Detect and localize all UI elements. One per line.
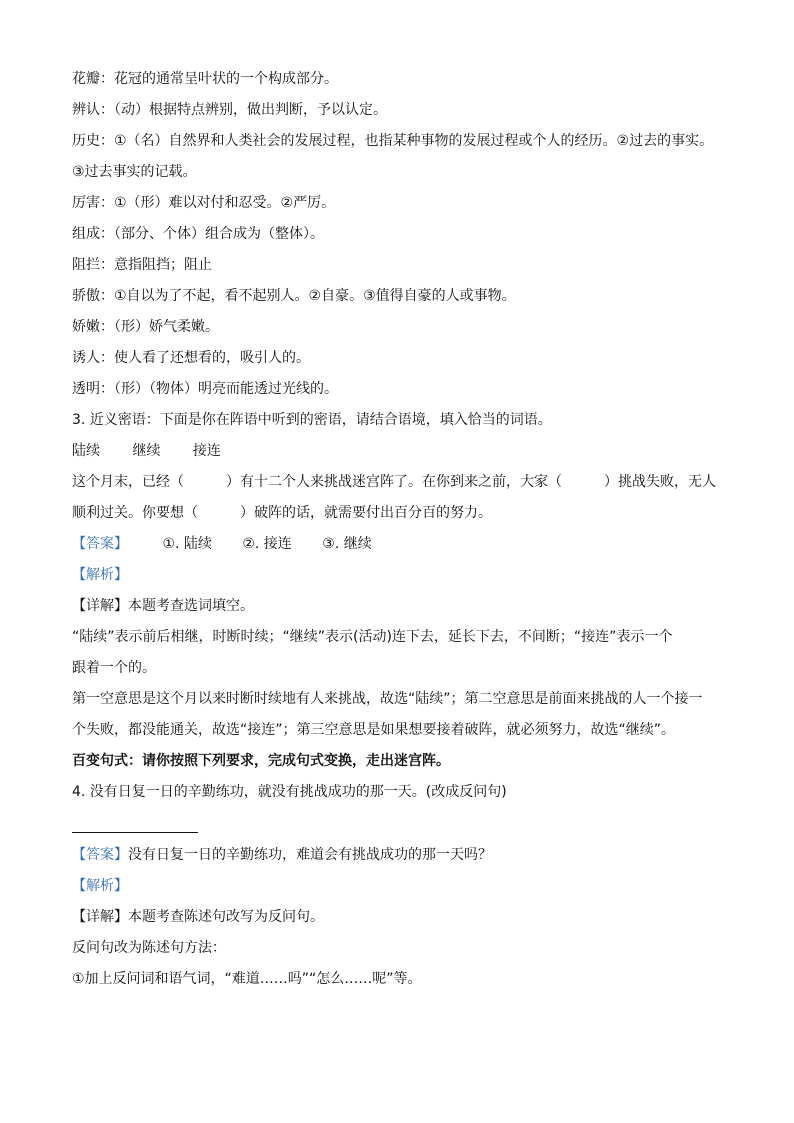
question-4-analysis	[72, 871, 726, 902]
analysis-tag: 【解析】	[72, 567, 128, 583]
question-4-answer	[72, 840, 726, 871]
question-4-method-title: 反问句改为陈述句方法：	[72, 940, 226, 956]
question-3-detail	[72, 591, 726, 622]
definition-line: 历史：①（名）自然界和人类社会的发展过程，也指某种事物的发展过程或个人的经历。②过去的事实。	[72, 133, 714, 149]
question-3-analysis	[72, 560, 726, 591]
definition-line: 辨认：（动）根据特点辨别，做出判断，予以认定。	[72, 102, 387, 118]
detail-tag: 【详解】	[72, 909, 128, 925]
definition-line: ③过去事实的记载。	[72, 164, 197, 180]
definition-line: 阻拦：意指阻挡；阻止	[72, 257, 212, 273]
definition-line: 透明：（形）（物体）明亮而能透过光线的。	[72, 381, 338, 397]
option-word: 接连	[192, 443, 221, 459]
answer-item: ②. 接连	[242, 536, 292, 552]
detail-text: 本题考查陈述句改写为反问句。	[128, 909, 324, 925]
document-page	[72, 64, 726, 995]
section-heading: 百变句式：请你按照下列要求，完成句式变换，走出迷宫阵。	[72, 753, 450, 769]
answer-tag: 【答案】	[72, 536, 128, 552]
question-3-reasoning: 第一空意思是这个月以来时断时续地有人来挑战，故选“陆续”；第二空意思是前面来挑战的人一个接一	[72, 691, 703, 707]
detail-text: 本题考查选词填空。	[128, 598, 254, 614]
answer-blank-line	[72, 808, 198, 833]
question-3-reasoning: 个失败，都没能通关，故选“接连”；第三空意思是如果想要接着破阵，就必须努力，故选“继续”。	[72, 722, 676, 738]
detail-tag: 【详解】	[72, 598, 128, 614]
option-word: 陆续	[72, 443, 100, 459]
question-3-text: 这个月末，已经（ ）有十二个人来挑战迷宫阵了。在你到来之前，大家（ ）挑战失败，无人	[72, 474, 716, 490]
question-4-title: 4. 没有日复一日的辛勤练功，就没有挑战成功的那一天。(改成反问句)	[72, 784, 507, 800]
question-3-text: 顺利过关。你要想（ ）破阵的话，就需要付出百分百的努力。	[72, 505, 492, 521]
definition-line: 厉害：①（形）难以对付和忍受。②严厉。	[72, 195, 336, 211]
analysis-tag: 【解析】	[72, 878, 128, 894]
question-4-method-item: ①加上反问词和语气词，“难道……吗”“怎么……呢”等。	[72, 971, 422, 987]
definition-line: 组成：（部分、个体）组合成为（整体）。	[72, 226, 324, 242]
question-3-explanation: 跟着一个的。	[72, 660, 156, 676]
question-4-detail	[72, 902, 726, 933]
answer-item: ③. 继续	[322, 536, 372, 552]
definition-line: 花瓣：花冠的通常呈叶状的一个构成部分。	[72, 71, 338, 87]
answer-text: 没有日复一日的辛勤练功，难道会有挑战成功的那一天吗？	[128, 847, 492, 863]
definition-line: 娇嫩：（形）娇气柔嫩。	[72, 319, 219, 335]
definition-line: 诱人：使人看了还想看的，吸引人的。	[72, 350, 310, 366]
question-3-explanation: “陆续”表示前后相继，时断时续；“继续”表示(活动)连下去，延长下去，不间断；“接连”表示一个	[72, 629, 673, 645]
definition-line: 骄傲：①自以为了不起，看不起别人。②自豪。③值得自豪的人或事物。	[72, 288, 516, 304]
question-3-options	[72, 436, 726, 467]
option-word: 继续	[132, 443, 161, 459]
answer-tag: 【答案】	[72, 847, 128, 863]
question-3-title: 3. 近义密语：下面是你在阵语中听到的密语，请结合语境，填入恰当的词语。	[72, 412, 552, 428]
answer-item: ①. 陆续	[162, 536, 212, 552]
question-3-answer	[72, 529, 726, 560]
